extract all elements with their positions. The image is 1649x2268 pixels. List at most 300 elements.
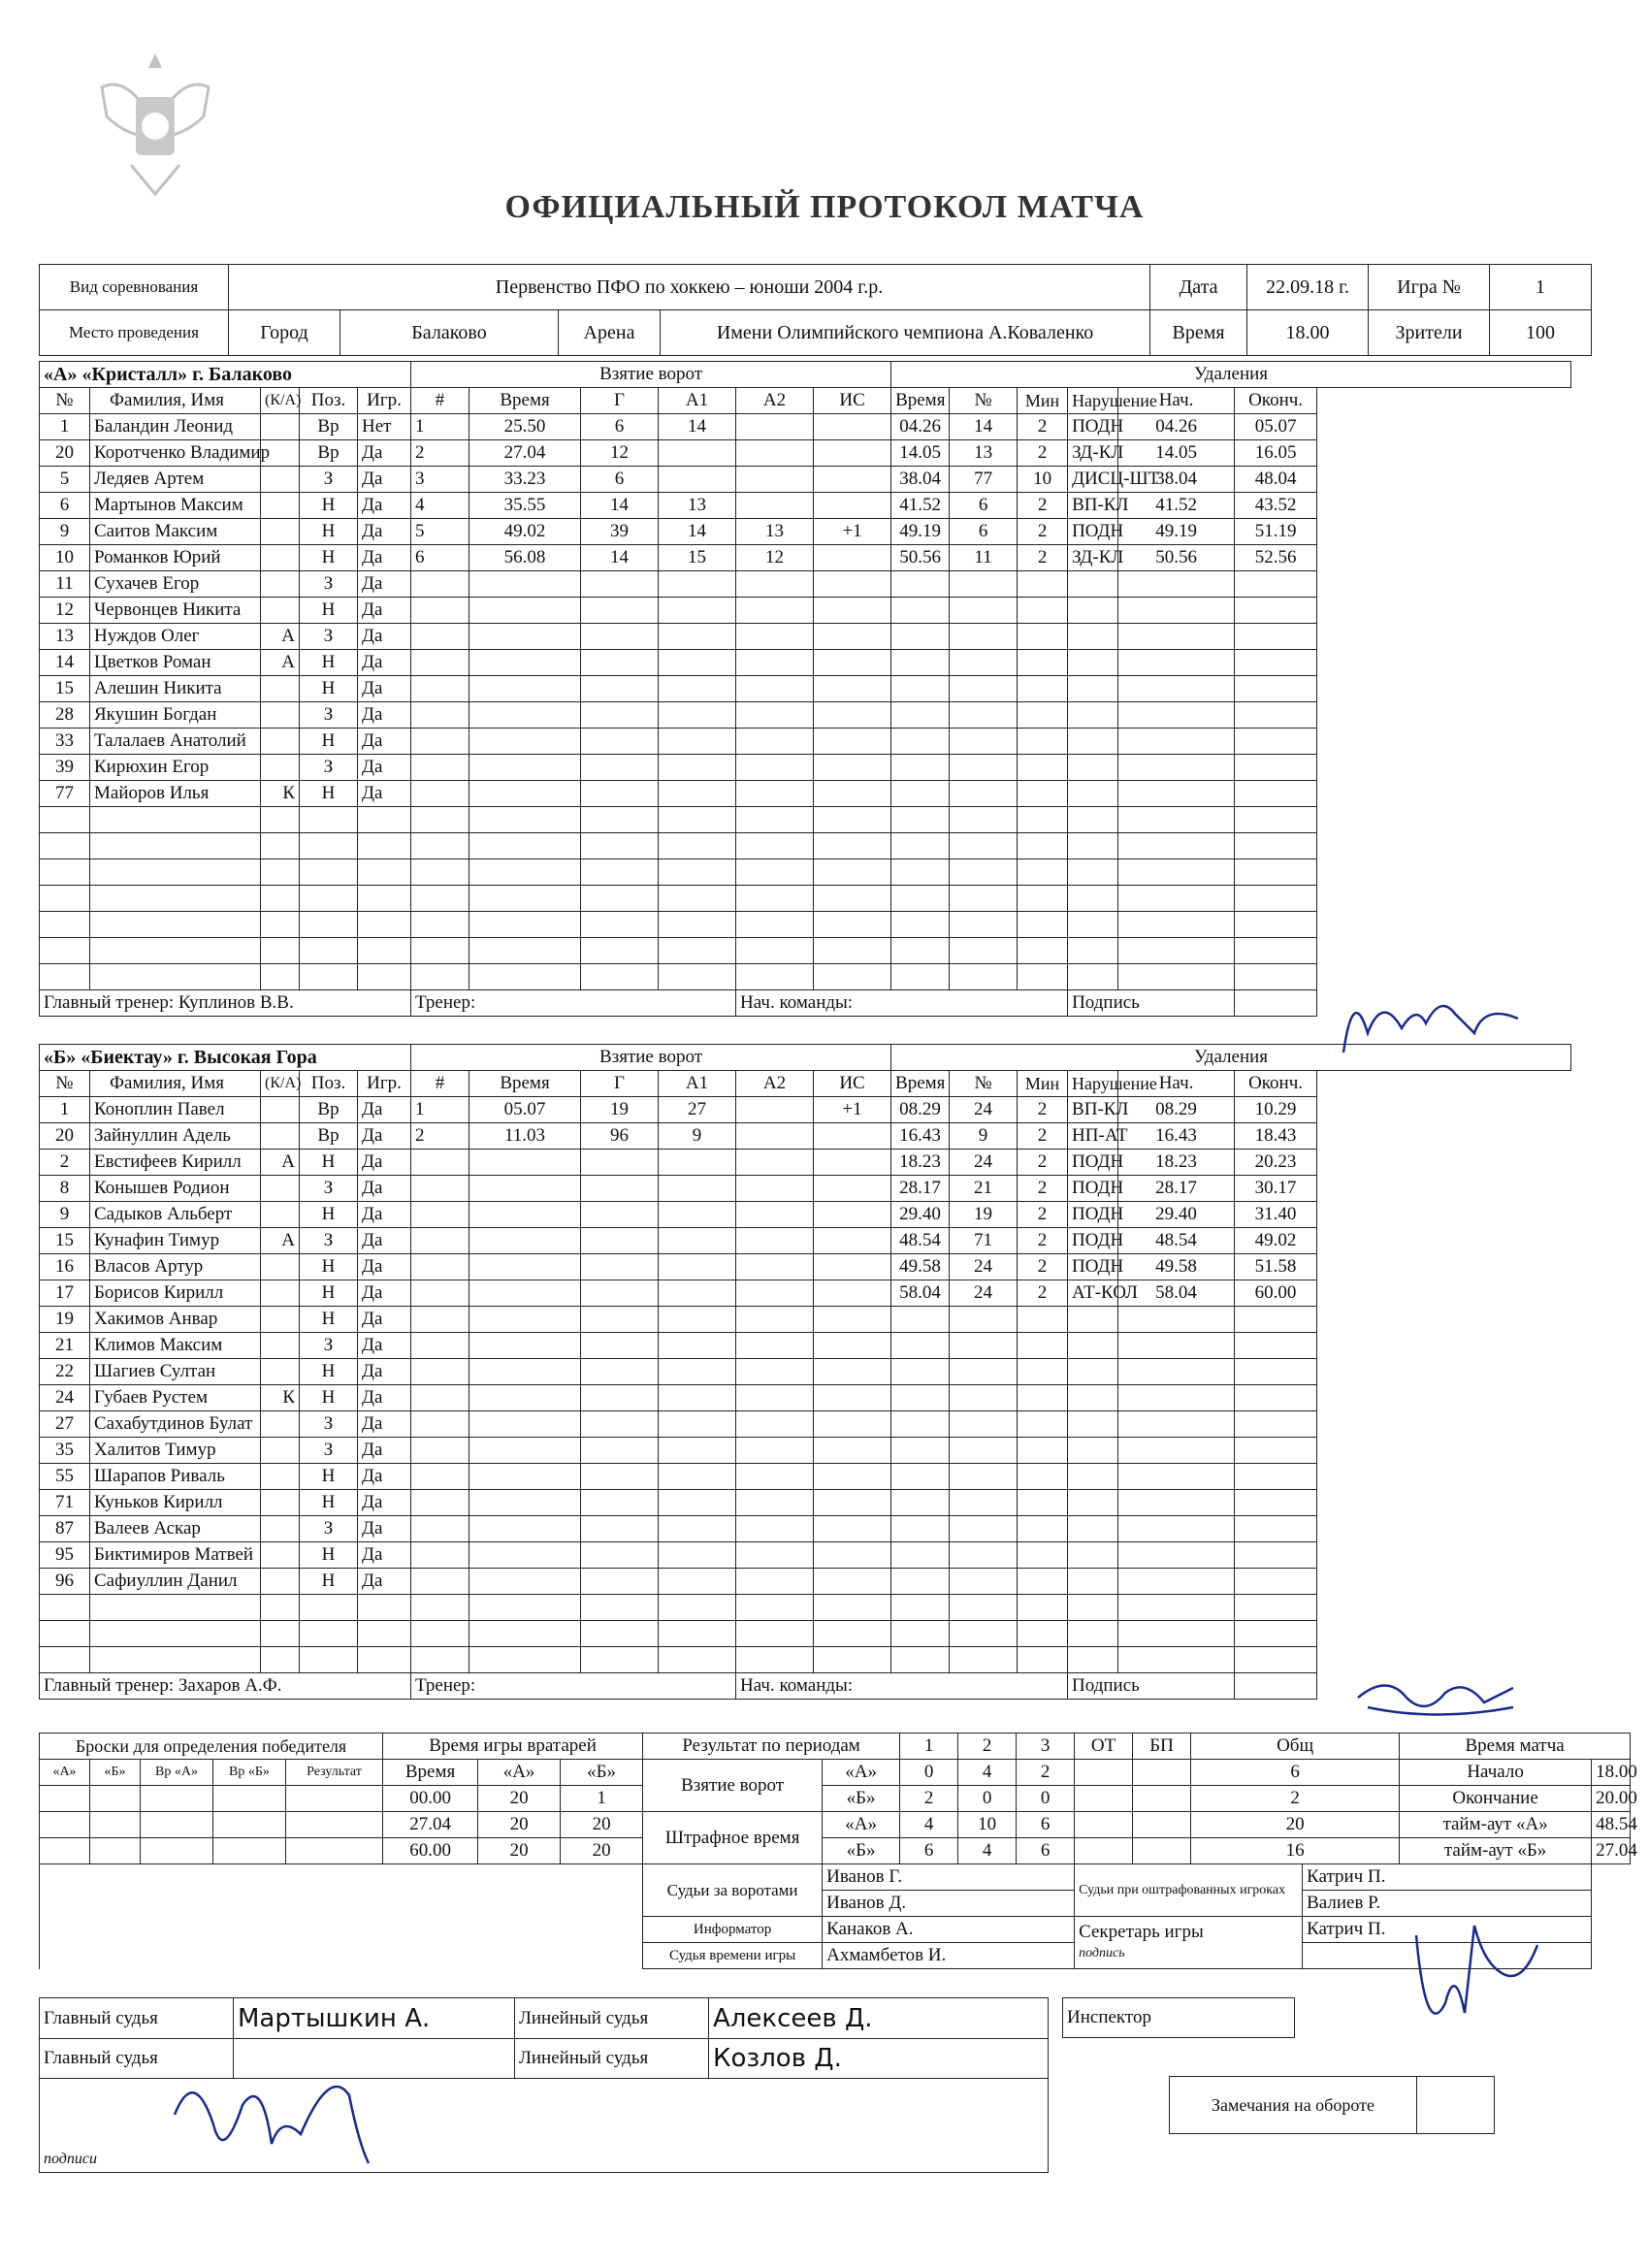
table-row bbox=[40, 1385, 1571, 1411]
player-name bbox=[90, 964, 261, 990]
player-position bbox=[300, 886, 358, 912]
penalty-minutes bbox=[1018, 1647, 1068, 1673]
penalty-time bbox=[891, 912, 950, 938]
shootout-cell bbox=[40, 1838, 90, 1864]
penalty-time bbox=[891, 624, 950, 650]
penalty-player bbox=[950, 1595, 1018, 1621]
goal-assist2 bbox=[736, 1097, 814, 1123]
goal-number bbox=[411, 938, 469, 964]
penalty-violation: ПОДН bbox=[1068, 1202, 1118, 1228]
goal-assist1 bbox=[659, 886, 736, 912]
goal-assist1 bbox=[659, 1176, 736, 1202]
goals-a-5: 6 bbox=[1191, 1760, 1400, 1786]
goal-situation bbox=[814, 859, 891, 886]
goal-situation bbox=[814, 676, 891, 702]
goal-assist1 bbox=[659, 912, 736, 938]
col-pen-start: Нач. bbox=[1118, 388, 1235, 414]
penalty-minutes: 2 bbox=[1018, 1150, 1068, 1176]
goal-scorer bbox=[581, 1307, 659, 1333]
penalty-end bbox=[1235, 938, 1317, 964]
penalty-end bbox=[1235, 1307, 1317, 1333]
goal-number bbox=[411, 912, 469, 938]
player-name: Майоров Илья bbox=[90, 781, 261, 807]
penalty-time bbox=[891, 886, 950, 912]
goal-assist1 bbox=[659, 755, 736, 781]
penalty-start bbox=[1118, 938, 1235, 964]
table-row bbox=[40, 414, 1571, 440]
penalty-end: 43.52 bbox=[1235, 493, 1317, 519]
penalty-minutes: 2 bbox=[1018, 493, 1068, 519]
date-value: 22.09.18 г. bbox=[1247, 265, 1369, 310]
penalty-violation: ДИСЦ-ШТ bbox=[1068, 467, 1118, 493]
goals-a-2: 2 bbox=[1017, 1760, 1075, 1786]
table-row bbox=[40, 1307, 1571, 1333]
goalie-time-cell: 1 bbox=[561, 1786, 643, 1812]
penalty-time bbox=[891, 676, 950, 702]
penalty-violation bbox=[1068, 650, 1118, 676]
col-ka: (К/А) bbox=[261, 1071, 300, 1097]
goal-time bbox=[469, 1176, 581, 1202]
pim-b-2: 6 bbox=[1017, 1838, 1075, 1864]
goal-assist2 bbox=[736, 1176, 814, 1202]
penalty-end: 10.29 bbox=[1235, 1097, 1317, 1123]
shootout-cell bbox=[286, 1838, 383, 1864]
goal-situation bbox=[814, 938, 891, 964]
goal-assist2 bbox=[736, 1516, 814, 1542]
penalty-player: 9 bbox=[950, 1123, 1018, 1150]
secretary-sub: подпись bbox=[1079, 1945, 1125, 1960]
goal-time: 49.02 bbox=[469, 519, 581, 545]
inspector-label: Инспектор bbox=[1063, 1998, 1295, 2038]
main-ref-1: Мартышкин А. bbox=[234, 1998, 515, 2039]
competition-value: Первенство ПФО по хоккею – юноши 2004 г.р. bbox=[229, 265, 1150, 310]
penalty-violation: ПОДН bbox=[1068, 1176, 1118, 1202]
player-played: Да bbox=[358, 729, 411, 755]
pim-b-5: 16 bbox=[1191, 1838, 1400, 1864]
player-number bbox=[40, 964, 90, 990]
penalty-end: 30.17 bbox=[1235, 1176, 1317, 1202]
player-role bbox=[261, 1621, 300, 1647]
goal-situation bbox=[814, 571, 891, 598]
player-name: Якушин Богдан bbox=[90, 702, 261, 729]
penalty-violation: НП-АТ bbox=[1068, 1123, 1118, 1150]
pim-team-b: «Б» bbox=[823, 1838, 900, 1864]
goal-assist1 bbox=[659, 1359, 736, 1385]
penalty-violation bbox=[1068, 702, 1118, 729]
penalty-start bbox=[1118, 1438, 1235, 1464]
penalty-end bbox=[1235, 833, 1317, 859]
penalty-player bbox=[950, 912, 1018, 938]
goal-scorer: 6 bbox=[581, 467, 659, 493]
player-name: Мартынов Максим bbox=[90, 493, 261, 519]
player-position: Н bbox=[300, 1254, 358, 1280]
penalty-player bbox=[950, 571, 1018, 598]
goal-time bbox=[469, 650, 581, 676]
player-role bbox=[261, 545, 300, 571]
goal-scorer bbox=[581, 1542, 659, 1569]
goal-assist1 bbox=[659, 938, 736, 964]
player-position: З bbox=[300, 1333, 358, 1359]
goal-number bbox=[411, 1542, 469, 1569]
penalty-violation: АТ-КОЛ bbox=[1068, 1280, 1118, 1307]
player-position: З bbox=[300, 624, 358, 650]
player-number: 35 bbox=[40, 1438, 90, 1464]
penalty-minutes bbox=[1018, 807, 1068, 833]
goal-assist2 bbox=[736, 571, 814, 598]
player-role bbox=[261, 1438, 300, 1464]
player-number: 15 bbox=[40, 676, 90, 702]
goal-assist1 bbox=[659, 1595, 736, 1621]
player-number: 16 bbox=[40, 1254, 90, 1280]
penalty-violation bbox=[1068, 1307, 1118, 1333]
penalty-end bbox=[1235, 912, 1317, 938]
goal-situation bbox=[814, 1595, 891, 1621]
penalty-violation bbox=[1068, 886, 1118, 912]
player-name: Сухачев Егор bbox=[90, 571, 261, 598]
col-pos: Поз. bbox=[300, 388, 358, 414]
goal-time: 27.04 bbox=[469, 440, 581, 467]
goal-number bbox=[411, 676, 469, 702]
player-name: Кирюхин Егор bbox=[90, 755, 261, 781]
penalty-start: 29.40 bbox=[1118, 1202, 1235, 1228]
penalty-minutes: 2 bbox=[1018, 1123, 1068, 1150]
penalty-minutes bbox=[1018, 964, 1068, 990]
goal-number bbox=[411, 807, 469, 833]
shootout-col-4: Результат bbox=[286, 1760, 383, 1786]
goal-number: 1 bbox=[411, 1097, 469, 1123]
player-played bbox=[358, 833, 411, 859]
player-role bbox=[261, 1542, 300, 1569]
goal-assist2 bbox=[736, 1411, 814, 1438]
player-played: Да bbox=[358, 493, 411, 519]
goal-time: 35.55 bbox=[469, 493, 581, 519]
player-name bbox=[90, 912, 261, 938]
penalty-time bbox=[891, 781, 950, 807]
goal-assist1: 15 bbox=[659, 545, 736, 571]
goal-assist2 bbox=[736, 493, 814, 519]
player-number bbox=[40, 912, 90, 938]
goal-assist1 bbox=[659, 1385, 736, 1411]
goal-situation bbox=[814, 1385, 891, 1411]
penalty-player bbox=[950, 1385, 1018, 1411]
penalty-time bbox=[891, 1385, 950, 1411]
penalty-player bbox=[950, 886, 1018, 912]
penalty-violation bbox=[1068, 859, 1118, 886]
player-name: Кунафин Тимур bbox=[90, 1228, 261, 1254]
penalty-violation bbox=[1068, 598, 1118, 624]
table-row bbox=[40, 1464, 1571, 1490]
player-role bbox=[261, 1359, 300, 1385]
penalty-end: 20.23 bbox=[1235, 1150, 1317, 1176]
player-position: Вр bbox=[300, 414, 358, 440]
goal-assist1 bbox=[659, 859, 736, 886]
col-played: Игр. bbox=[358, 1071, 411, 1097]
penalty-player bbox=[950, 702, 1018, 729]
goal-scorer bbox=[581, 1464, 659, 1490]
goal-assist2 bbox=[736, 886, 814, 912]
penalty-minutes: 2 bbox=[1018, 1254, 1068, 1280]
player-role bbox=[261, 1280, 300, 1307]
table-row bbox=[40, 571, 1571, 598]
goal-situation bbox=[814, 1228, 891, 1254]
goal-number bbox=[411, 1280, 469, 1307]
blank bbox=[40, 1864, 643, 1891]
goalie-time-cell: 20 bbox=[561, 1838, 643, 1864]
player-role bbox=[261, 1176, 300, 1202]
penalty-minutes bbox=[1018, 912, 1068, 938]
col-goal-num: # bbox=[411, 1071, 469, 1097]
goal-assist1: 27 bbox=[659, 1097, 736, 1123]
goal-assist1 bbox=[659, 1280, 736, 1307]
goal-scorer bbox=[581, 1438, 659, 1464]
shootout-cell bbox=[90, 1812, 141, 1838]
goal-situation bbox=[814, 414, 891, 440]
penalty-start bbox=[1118, 1359, 1235, 1385]
player-position bbox=[300, 1621, 358, 1647]
shootout-cell bbox=[286, 1812, 383, 1838]
penalty-player: 13 bbox=[950, 440, 1018, 467]
penalty-player bbox=[950, 1569, 1018, 1595]
penalty-minutes bbox=[1018, 676, 1068, 702]
player-number: 87 bbox=[40, 1516, 90, 1542]
penalty-player bbox=[950, 781, 1018, 807]
penalty-start bbox=[1118, 1333, 1235, 1359]
goal-scorer bbox=[581, 1411, 659, 1438]
shootout-col-0: «А» bbox=[40, 1760, 90, 1786]
date-label: Дата bbox=[1150, 265, 1247, 310]
player-name: Зайнуллин Адель bbox=[90, 1123, 261, 1150]
penalty-player bbox=[950, 650, 1018, 676]
penalty-end bbox=[1235, 1333, 1317, 1359]
player-played: Да bbox=[358, 1123, 411, 1150]
goal-assist2 bbox=[736, 1490, 814, 1516]
player-number: 20 bbox=[40, 1123, 90, 1150]
penalty-end bbox=[1235, 729, 1317, 755]
penalty-end bbox=[1235, 1516, 1317, 1542]
goal-assist2 bbox=[736, 781, 814, 807]
penalty-time bbox=[891, 1438, 950, 1464]
player-number: 19 bbox=[40, 1307, 90, 1333]
table-row bbox=[40, 1176, 1571, 1202]
penalty-start: 08.29 bbox=[1118, 1097, 1235, 1123]
goal-number bbox=[411, 1569, 469, 1595]
player-role bbox=[261, 1333, 300, 1359]
col-name: Фамилия, Имя bbox=[90, 1071, 261, 1097]
goal-assist2 bbox=[736, 729, 814, 755]
penalty-violation bbox=[1068, 781, 1118, 807]
penalty-player bbox=[950, 1490, 1018, 1516]
player-number bbox=[40, 859, 90, 886]
penalty-start: 48.54 bbox=[1118, 1228, 1235, 1254]
player-name bbox=[90, 859, 261, 886]
penalty-time bbox=[891, 729, 950, 755]
penalty-time bbox=[891, 650, 950, 676]
penalty-end bbox=[1235, 1569, 1317, 1595]
player-position: Н bbox=[300, 650, 358, 676]
player-number: 14 bbox=[40, 650, 90, 676]
goal-number bbox=[411, 886, 469, 912]
player-role bbox=[261, 1595, 300, 1621]
goal-assist2 bbox=[736, 1464, 814, 1490]
pim-b-4 bbox=[1133, 1838, 1191, 1864]
official-value: Иванов Г. bbox=[823, 1864, 1075, 1891]
team-title: «Б» «Биектау» г. Высокая Гора bbox=[40, 1045, 411, 1071]
table-row bbox=[40, 1359, 1571, 1385]
goalie-col-2: «Б» bbox=[561, 1760, 643, 1786]
player-played: Да bbox=[358, 1097, 411, 1123]
player-role bbox=[261, 729, 300, 755]
goalie-col-1: «А» bbox=[478, 1760, 561, 1786]
penalty-start: 18.23 bbox=[1118, 1150, 1235, 1176]
goal-time bbox=[469, 729, 581, 755]
penalty-time bbox=[891, 1307, 950, 1333]
penalty-player bbox=[950, 624, 1018, 650]
penalty-time bbox=[891, 938, 950, 964]
player-position: Н bbox=[300, 1359, 358, 1385]
goal-assist2 bbox=[736, 676, 814, 702]
penalty-start bbox=[1118, 1647, 1235, 1673]
penalty-player: 77 bbox=[950, 467, 1018, 493]
table-row bbox=[40, 440, 1571, 467]
goal-assist2 bbox=[736, 598, 814, 624]
goal-time bbox=[469, 1280, 581, 1307]
main-ref-label: Главный судья bbox=[40, 1998, 234, 2039]
player-played bbox=[358, 807, 411, 833]
city-label: Город bbox=[229, 310, 340, 356]
goal-number bbox=[411, 859, 469, 886]
penalty-violation bbox=[1068, 1569, 1118, 1595]
goal-assist2 bbox=[736, 1542, 814, 1569]
penalty-player: 24 bbox=[950, 1254, 1018, 1280]
goal-time bbox=[469, 1333, 581, 1359]
player-name bbox=[90, 833, 261, 859]
penalty-start bbox=[1118, 1307, 1235, 1333]
goal-assist1 bbox=[659, 1228, 736, 1254]
col-assist2: А2 bbox=[736, 388, 814, 414]
penalty-start: 50.56 bbox=[1118, 545, 1235, 571]
player-played: Да bbox=[358, 519, 411, 545]
goal-assist1 bbox=[659, 467, 736, 493]
penalty-player bbox=[950, 1438, 1018, 1464]
penalty-minutes bbox=[1018, 624, 1068, 650]
player-played: Да bbox=[358, 1438, 411, 1464]
penalty-violation bbox=[1068, 571, 1118, 598]
penalty-start bbox=[1118, 859, 1235, 886]
col-pen-num: № bbox=[950, 388, 1018, 414]
arena-value: Имени Олимпийского чемпиона А.Коваленко bbox=[661, 310, 1150, 356]
goal-scorer bbox=[581, 1621, 659, 1647]
goal-time bbox=[469, 807, 581, 833]
player-position: Н bbox=[300, 1464, 358, 1490]
penalty-minutes bbox=[1018, 1516, 1068, 1542]
penalty-end bbox=[1235, 1359, 1317, 1385]
table-row bbox=[40, 702, 1571, 729]
coach-label: Тренер: bbox=[411, 1673, 736, 1700]
goal-scorer bbox=[581, 702, 659, 729]
player-role bbox=[261, 859, 300, 886]
goal-scorer bbox=[581, 1569, 659, 1595]
competition-label: Вид соревнования bbox=[40, 265, 229, 310]
place-label: Место проведения bbox=[40, 310, 229, 356]
goal-scorer bbox=[581, 624, 659, 650]
penalty-minutes bbox=[1018, 650, 1068, 676]
shootout-cell bbox=[286, 1786, 383, 1812]
penalty-time bbox=[891, 1621, 950, 1647]
signature-coach-b bbox=[1348, 1669, 1523, 1727]
col-pos: Поз. bbox=[300, 1071, 358, 1097]
goals-a-4 bbox=[1133, 1760, 1191, 1786]
penalty-player: 24 bbox=[950, 1097, 1018, 1123]
match-header-table bbox=[39, 264, 1592, 356]
player-number: 27 bbox=[40, 1411, 90, 1438]
player-number: 13 bbox=[40, 624, 90, 650]
goal-number: 5 bbox=[411, 519, 469, 545]
goal-situation bbox=[814, 1150, 891, 1176]
goalie-time-cell: 20 bbox=[478, 1812, 561, 1838]
penalty-end: 52.56 bbox=[1235, 545, 1317, 571]
player-number: 71 bbox=[40, 1490, 90, 1516]
player-role: А bbox=[261, 624, 300, 650]
table-row bbox=[40, 1254, 1571, 1280]
penalty-player bbox=[950, 1333, 1018, 1359]
player-position bbox=[300, 912, 358, 938]
penalty-end bbox=[1235, 1438, 1317, 1464]
col-assist1: А1 bbox=[659, 388, 736, 414]
penalty-violation: ЗД-КЛ bbox=[1068, 545, 1118, 571]
penalty-start bbox=[1118, 781, 1235, 807]
goals-b-2: 0 bbox=[1017, 1786, 1075, 1812]
player-played bbox=[358, 1621, 411, 1647]
table-row bbox=[40, 1280, 1571, 1307]
goal-situation bbox=[814, 781, 891, 807]
goal-time bbox=[469, 1464, 581, 1490]
table-row bbox=[40, 807, 1571, 833]
goal-number bbox=[411, 1595, 469, 1621]
player-name bbox=[90, 886, 261, 912]
penalty-violation: ПОДН bbox=[1068, 414, 1118, 440]
goal-situation bbox=[814, 545, 891, 571]
player-role bbox=[261, 598, 300, 624]
goal-number bbox=[411, 1385, 469, 1411]
player-played: Да bbox=[358, 1542, 411, 1569]
player-role bbox=[261, 807, 300, 833]
goal-situation bbox=[814, 964, 891, 990]
game-label: Игра № bbox=[1369, 265, 1490, 310]
player-name: Власов Артур bbox=[90, 1254, 261, 1280]
player-number: 21 bbox=[40, 1333, 90, 1359]
goal-situation bbox=[814, 1123, 891, 1150]
goal-scorer bbox=[581, 1490, 659, 1516]
goal-assist2 bbox=[736, 1385, 814, 1411]
player-position: Н bbox=[300, 1542, 358, 1569]
col-goal-time: Время bbox=[469, 388, 581, 414]
goal-assist2 bbox=[736, 1569, 814, 1595]
player-position bbox=[300, 833, 358, 859]
goal-time bbox=[469, 912, 581, 938]
penalty-start bbox=[1118, 833, 1235, 859]
penalty-start: 49.19 bbox=[1118, 519, 1235, 545]
player-played: Да bbox=[358, 1569, 411, 1595]
head-coach-label: Главный тренер: bbox=[44, 992, 175, 1013]
goal-time bbox=[469, 1359, 581, 1385]
penalty-end: 49.02 bbox=[1235, 1228, 1317, 1254]
player-name: Алешин Никита bbox=[90, 676, 261, 702]
goal-assist2 bbox=[736, 440, 814, 467]
player-name: Евстифеев Кирилл bbox=[90, 1150, 261, 1176]
penalty-minutes bbox=[1018, 1333, 1068, 1359]
goal-scorer bbox=[581, 1280, 659, 1307]
player-name: Романков Юрий bbox=[90, 545, 261, 571]
